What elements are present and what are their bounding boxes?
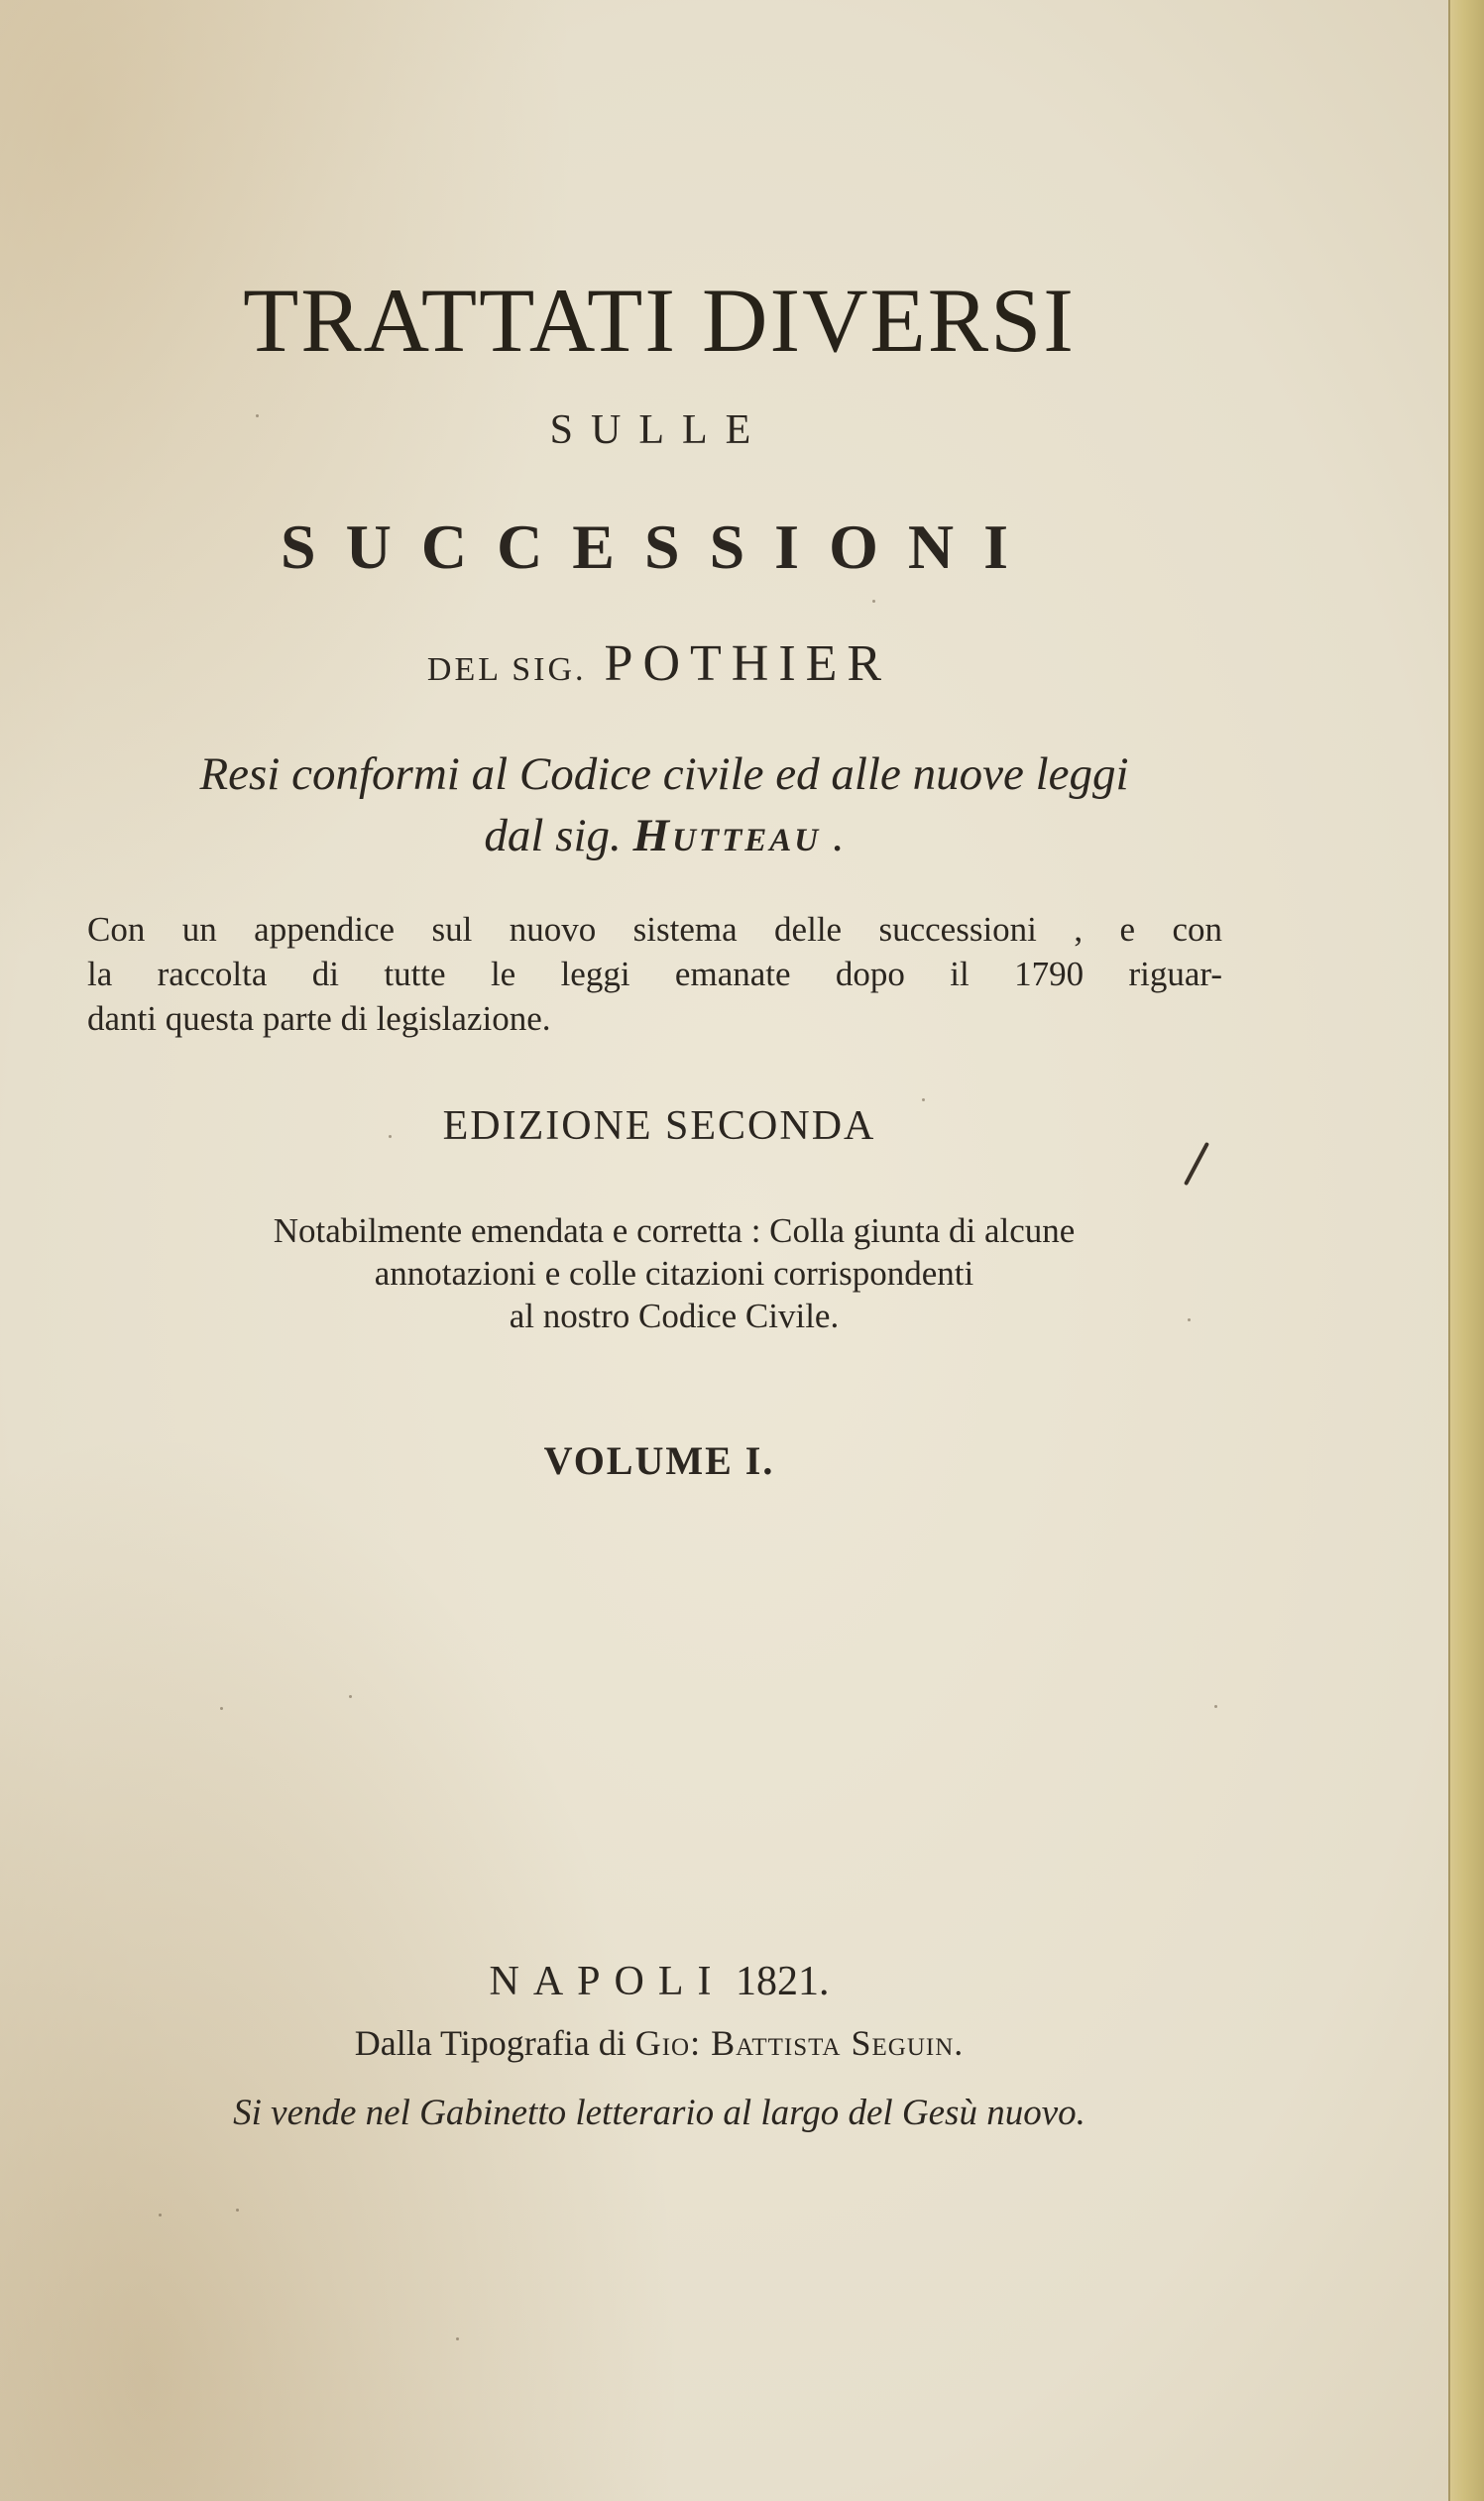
adaptation-suffix: . xyxy=(832,810,845,861)
paper-speck xyxy=(220,1707,223,1710)
paper-speck xyxy=(256,414,259,417)
paper-speck xyxy=(389,1135,392,1138)
appendix-line-3: danti questa parte di legislazione. xyxy=(87,999,551,1038)
edition: EDIZIONE SECONDA xyxy=(442,1103,876,1149)
author-prefix: DEL SIG. xyxy=(426,651,587,688)
paper-speck xyxy=(456,2337,459,2340)
adaptation-note xyxy=(79,743,1249,866)
adapter-name: Hutteau xyxy=(632,810,822,861)
imprint-city: NAPOLI xyxy=(489,1959,726,2004)
appendix-line-2: la raccolta di tutte le leggi emanate dopo il 1790 riguar- xyxy=(87,955,1222,993)
notes-line-1: Notabilmente emendata e corretta : Colla giunta di alcune xyxy=(273,1211,1076,1250)
paper-speck xyxy=(159,2214,162,2217)
paper-speck xyxy=(1214,1705,1217,1708)
book-subject: SUCCESSIONI xyxy=(281,512,1038,582)
adaptation-line-2 xyxy=(79,805,1249,866)
adaptation-line-1: Resi conformi al Codice civile ed alle nuove leggi xyxy=(199,748,1129,800)
notes-line-3: al nostro Codice Civile. xyxy=(509,1297,840,1335)
author-name: POTHIER xyxy=(604,635,892,692)
paper-speck xyxy=(349,1695,352,1698)
paper-speck xyxy=(922,1098,925,1101)
printer-name: Gio: Battista Seguin. xyxy=(634,2023,965,2063)
volume-number: VOLUME I. xyxy=(543,1438,775,1483)
page-edge xyxy=(1448,0,1484,2501)
imprint-place-date xyxy=(0,1958,1318,2005)
paper-speck xyxy=(236,2209,239,2212)
printer-prefix: Dalla Tipografia di xyxy=(354,2023,627,2063)
adaptation-prefix: dal sig. xyxy=(484,810,622,861)
imprint-year: 1821. xyxy=(736,1959,830,2004)
notes-line-2: annotazioni e colle citazioni corrispondenti xyxy=(374,1254,974,1293)
appendix-note xyxy=(87,907,1222,1041)
edition-notes xyxy=(99,1209,1249,1337)
paper-speck xyxy=(872,600,875,603)
title-connector: SULLE xyxy=(549,407,769,453)
imprint-sale-line: Si vende nel Gabinetto letterario al largo del Gesù nuovo. xyxy=(233,2093,1085,2133)
paper-speck xyxy=(1188,1318,1191,1321)
book-title: TRATTATI DIVERSI xyxy=(243,270,1076,371)
appendix-line-1: Con un appendice sul nuovo sistema delle successioni , e con xyxy=(87,910,1222,949)
author-line xyxy=(0,634,1318,693)
imprint-printer xyxy=(0,2022,1318,2064)
